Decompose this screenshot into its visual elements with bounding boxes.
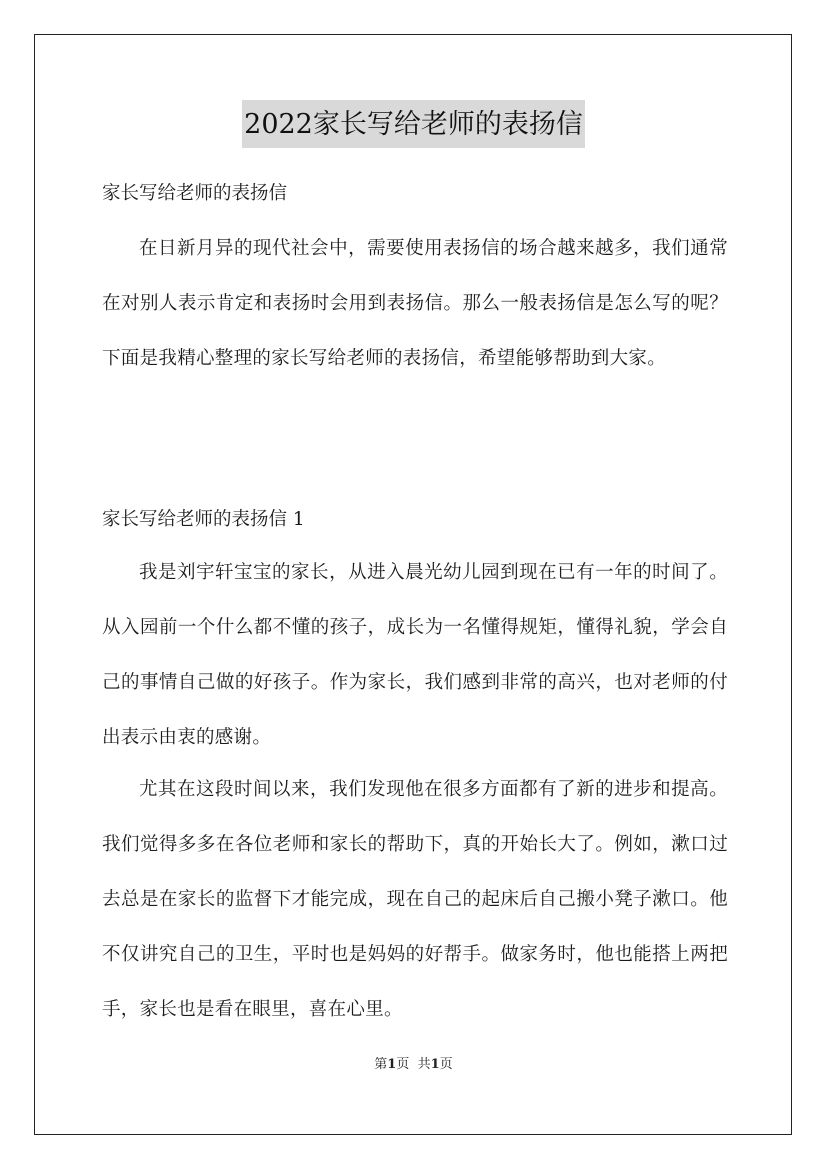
footer-page-suffix: 页 <box>396 1057 410 1072</box>
footer-total-prefix: 共 <box>417 1057 431 1072</box>
footer-total-number: 1 <box>430 1057 440 1072</box>
document-title-container <box>0 100 827 148</box>
footer-total-suffix: 页 <box>439 1057 453 1072</box>
section-1-heading: 家长写给老师的表扬信 1 <box>102 509 305 530</box>
section-1-paragraph-1: 我是刘宇轩宝宝的家长，从进入晨光幼儿园到现在已有一年的时间了。从入园前一个什么都不懂的孩子，成长为一名懂得规矩，懂得礼貌，学会自己的事情自己做的好孩子。作为家长，我们感到非常的高兴，也对老师的付出表示由衷的感谢。 <box>102 562 728 748</box>
document-title: 2022家长写给老师的表扬信 <box>242 100 585 148</box>
document-subtitle: 家长写给老师的表扬信 <box>102 183 288 204</box>
section-1-paragraph-2: 尤其在这段时间以来，我们发现他在很多方面都有了新的进步和提高。我们觉得多多在各位老师和家长的帮助下，真的开始长大了。例如，漱口过去总是在家长的监督下才能完成，现在自己的起床后自己搬小凳子漱口。他不仅讲究自己的卫生，平时也是妈妈的好帮手。做家务时，他也能搭上两把手，家长也是看在眼里，喜在心里。 <box>102 779 728 1020</box>
footer-page-number: 1 <box>387 1057 397 1072</box>
intro-paragraph: 在日新月异的现代社会中，需要使用表扬信的场合越来越多，我们通常在对别人表示肯定和表扬时会用到表扬信。那么一般表扬信是怎么写的呢？下面是我精心整理的家长写给老师的表扬信，希望能够帮助到大家。 <box>102 238 728 369</box>
page-footer <box>0 1056 827 1074</box>
footer-page-prefix: 第 <box>374 1057 388 1072</box>
